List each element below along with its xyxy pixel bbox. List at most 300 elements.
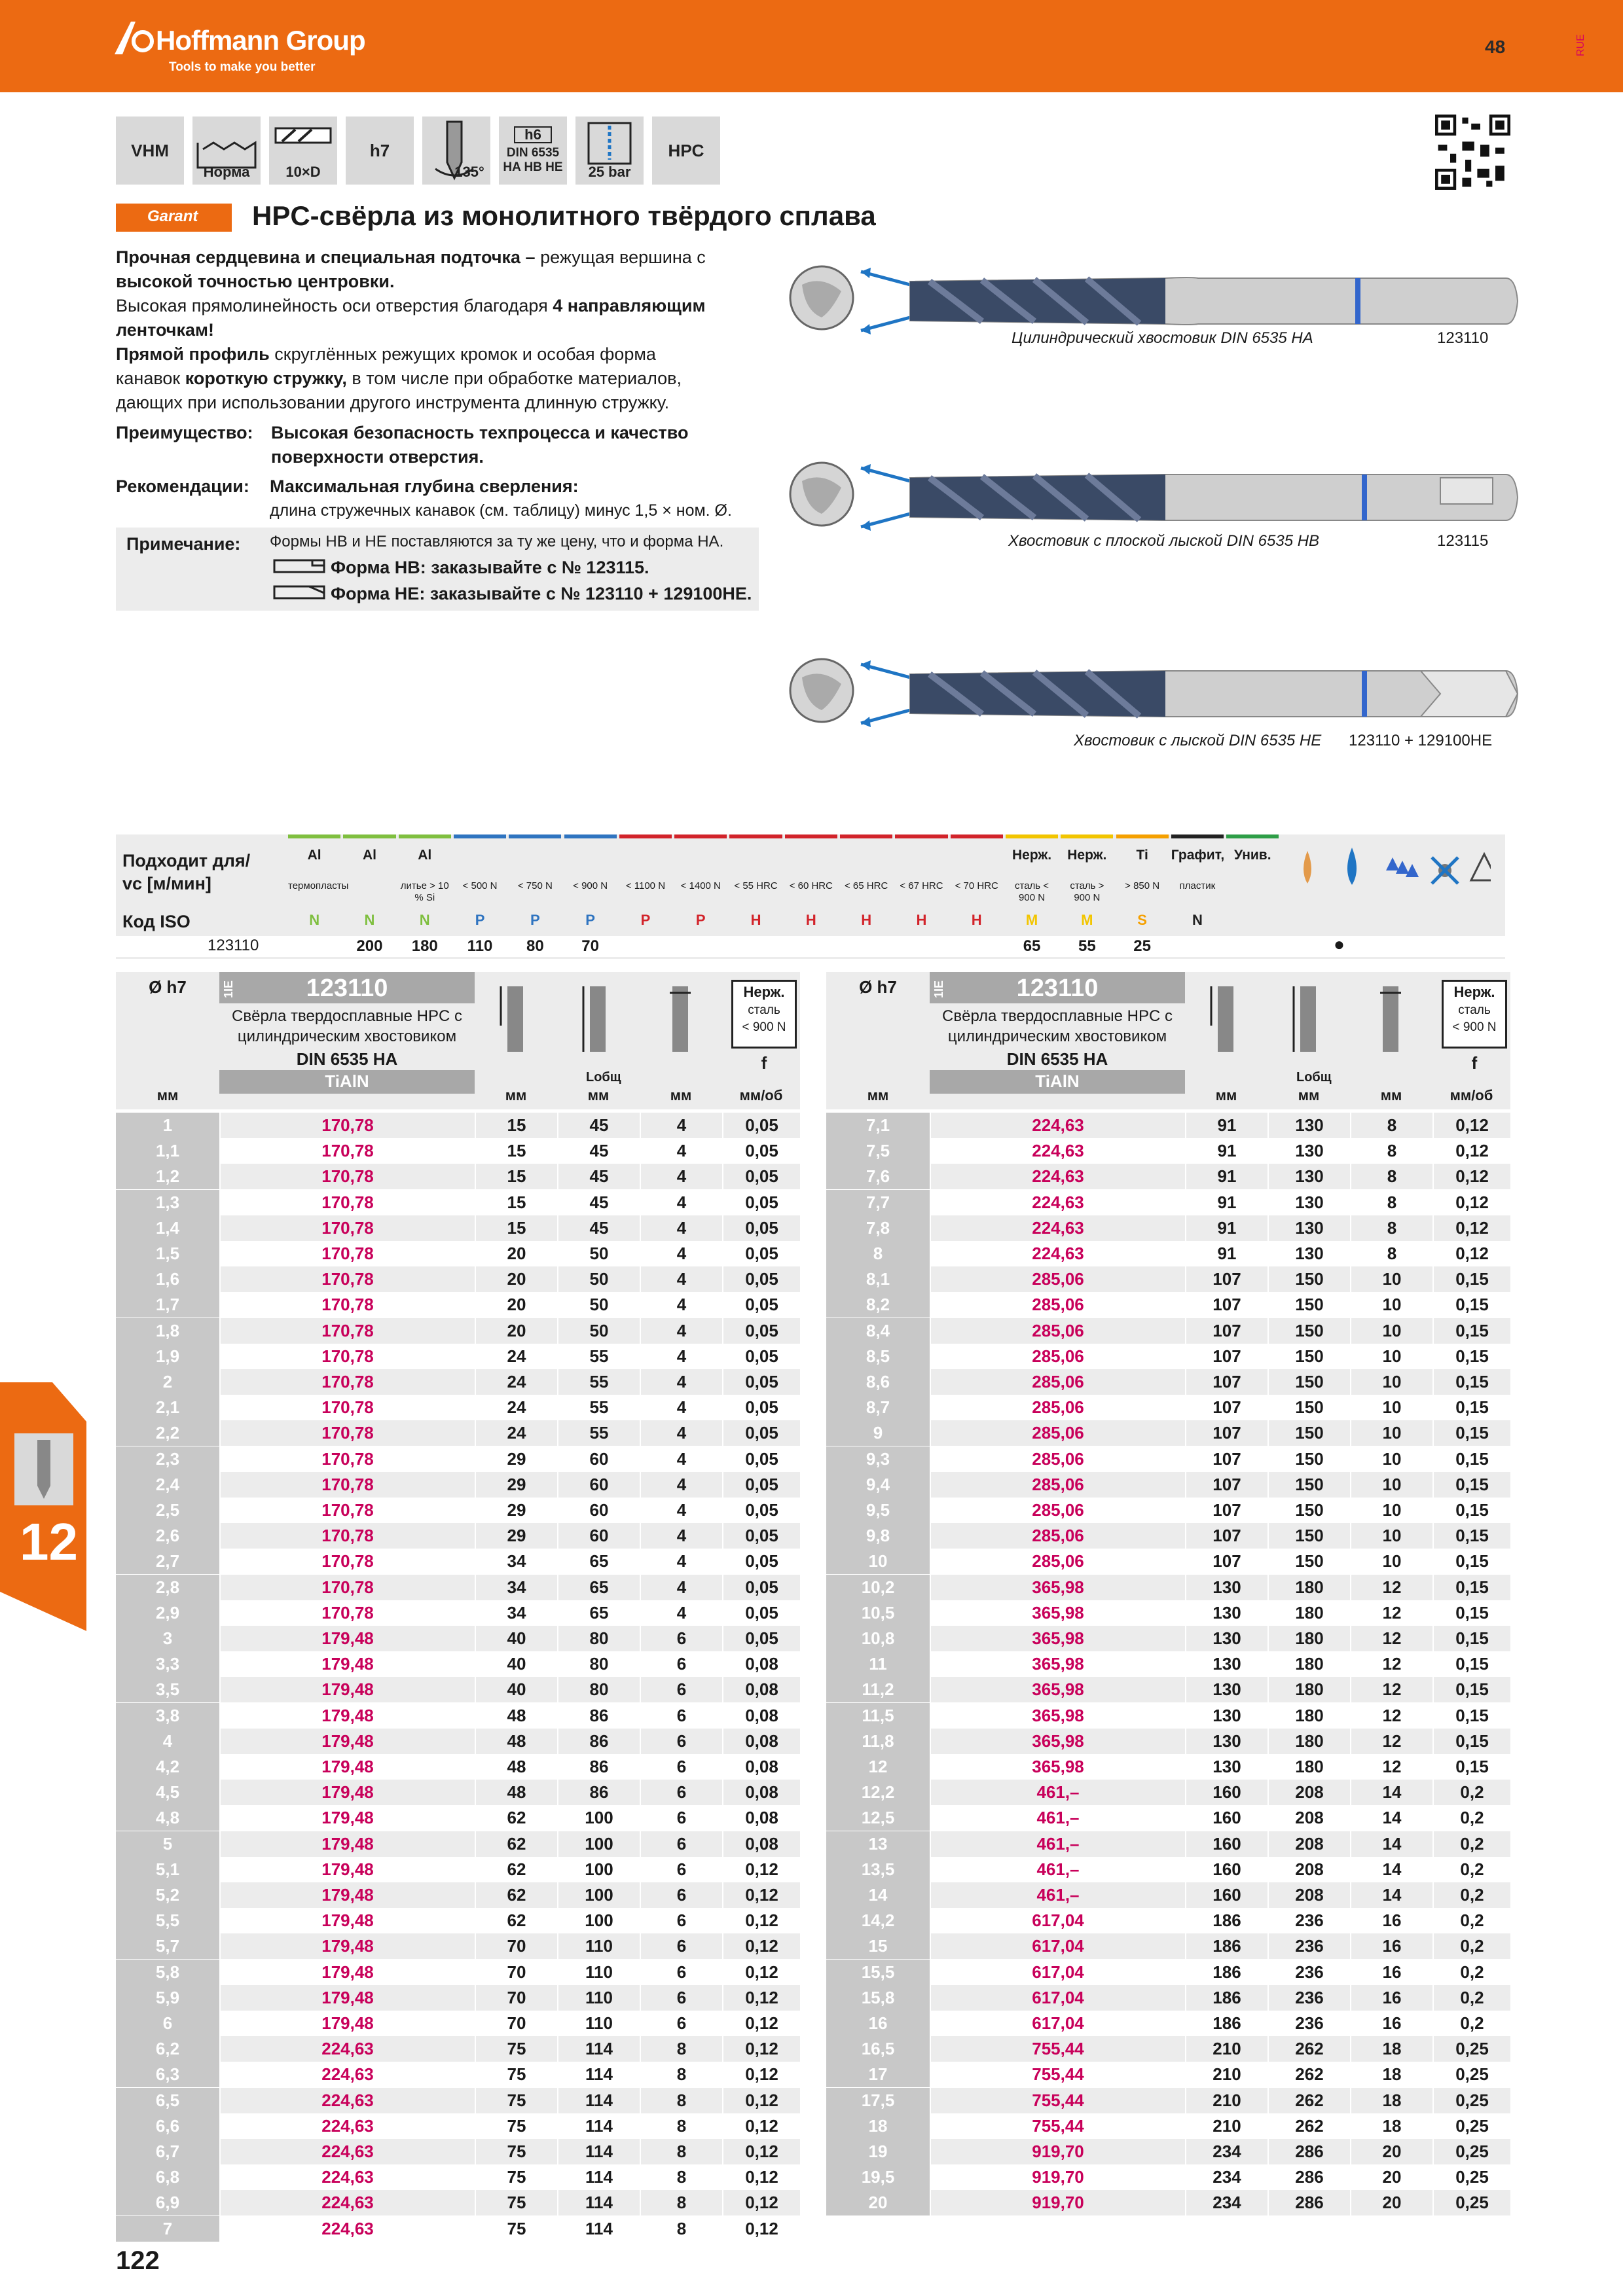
shank-diameter-cell: 4	[640, 1318, 722, 1344]
header-bar	[0, 0, 1623, 92]
table-row[interactable]	[826, 1318, 1510, 1344]
material-name: Ti	[1136, 848, 1148, 863]
section-tab[interactable]	[0, 1382, 86, 1631]
flute-length-cell: 62	[475, 1831, 557, 1857]
material-color-bar	[619, 834, 672, 838]
material-spec: < 500 N	[462, 880, 498, 891]
shank-diameter-cell: 10	[1350, 1266, 1432, 1292]
qr-code-icon[interactable]	[1435, 115, 1510, 190]
table-row[interactable]	[826, 2190, 1510, 2215]
material-spec: > 850 N	[1125, 880, 1160, 891]
table-row[interactable]	[116, 1266, 800, 1292]
feed-cell: 0,2	[1432, 1933, 1510, 1959]
point-angle-icon: 135°	[422, 117, 490, 185]
feed-cell: 0,05	[722, 1549, 800, 1574]
feed-cell: 0,12	[722, 1933, 800, 1959]
table-row[interactable]	[826, 1575, 1510, 1600]
shank-diameter-cell: 4	[640, 1369, 722, 1395]
price-cell: 365,98	[930, 1651, 1185, 1677]
iso-code: N	[1192, 912, 1203, 928]
total-length-cell: 150	[1267, 1472, 1350, 1498]
diameter-cell: 12	[826, 1754, 930, 1780]
price-cell: 224,63	[219, 2113, 475, 2139]
table-row[interactable]	[826, 2164, 1510, 2190]
flute-length-cell: 20	[475, 1241, 557, 1266]
flute-length-cell: 234	[1185, 2164, 1267, 2190]
flute-length-cell: 24	[475, 1344, 557, 1369]
price-cell: 224,63	[219, 2216, 475, 2242]
feed-cell: 0,05	[722, 1266, 800, 1292]
table-row[interactable]	[116, 1985, 800, 2011]
flute-length-cell: 34	[475, 1575, 557, 1600]
price-cell: 461,–	[930, 1882, 1185, 1908]
shank-diameter-cell: 10	[1350, 1472, 1432, 1498]
price-cell: 617,04	[930, 1985, 1185, 2011]
table-row[interactable]	[826, 1703, 1510, 1729]
feed-cell: 0,15	[1432, 1344, 1510, 1369]
diameter-cell: 3,3	[116, 1651, 219, 1677]
iso-code: P	[530, 912, 540, 928]
material-name: Нерж.	[1012, 848, 1052, 863]
table-row[interactable]	[116, 2216, 800, 2242]
table-row[interactable]	[116, 1523, 800, 1549]
feed-cell: 0,05	[722, 1575, 800, 1600]
shank-diameter-cell: 14	[1350, 1857, 1432, 1882]
table-row[interactable]	[826, 2139, 1510, 2164]
feed-cell: 0,12	[1432, 1138, 1510, 1164]
table-row[interactable]	[116, 1754, 800, 1780]
flute-length-cell: 75	[475, 2062, 557, 2087]
shank-diameter-cell: 8	[1350, 1138, 1432, 1164]
table-row[interactable]	[116, 1498, 800, 1523]
table-row[interactable]	[116, 1241, 800, 1266]
shank-diameter-cell: 18	[1350, 2036, 1432, 2062]
table-row[interactable]	[826, 1805, 1510, 1831]
table-row[interactable]	[826, 1498, 1510, 1523]
material-color-bar	[343, 834, 395, 838]
feed-cell: 0,12	[722, 2139, 800, 2164]
flute-length-cell: 107	[1185, 1344, 1267, 1369]
shank-diameter-cell: 4	[640, 1600, 722, 1626]
product-description: Прочная сердцевина и специальная подточка – режущая вершина с высокой точностью центровки. Высокая прямолинейность оси отверстия благодаря 4 направляющим ленточкам! Прямой профиль скруглённых режущих кромок и особая форма канавок короткую стружку, в том числе при обработке материалов, дающих при использовании другого инструмента длинную стружку.	[116, 247, 706, 412]
price-cell: 179,48	[219, 1933, 475, 1959]
flute-length-cell: 130	[1185, 1677, 1267, 1702]
price-cell: 170,78	[219, 1498, 475, 1523]
shank-diameter-cell: 4	[640, 1164, 722, 1189]
shank-diameter-cell: 6	[640, 1831, 722, 1857]
shank-diameter-cell: 4	[640, 1498, 722, 1523]
table-row[interactable]	[826, 2011, 1510, 2036]
unit-diameter: мм	[156, 1087, 179, 1103]
table-row[interactable]	[116, 2088, 800, 2113]
feed-cell: 0,15	[1432, 1677, 1510, 1702]
table-row[interactable]	[116, 1831, 800, 1857]
table-row[interactable]	[826, 1651, 1510, 1677]
diameter-cell: 10,2	[826, 1575, 930, 1600]
table-row[interactable]	[826, 1292, 1510, 1318]
flute-length-cell: 62	[475, 1857, 557, 1882]
material-color-bar	[1061, 834, 1113, 838]
material-name: Al	[362, 848, 376, 863]
flute-length-icon	[1206, 980, 1245, 1058]
diameter-cell: 1,5	[116, 1241, 219, 1266]
feed-cell: 0,25	[1432, 2113, 1510, 2139]
flute-length-cell: 75	[475, 2036, 557, 2062]
flute-length-cell: 20	[475, 1266, 557, 1292]
feed-cell: 0,12	[722, 2113, 800, 2139]
table-row[interactable]	[826, 2062, 1510, 2087]
shank-diameter-cell: 18	[1350, 2088, 1432, 2113]
material-color-bar	[509, 834, 561, 838]
total-length-cell: 55	[557, 1395, 640, 1420]
shank-diameter-cell: 14	[1350, 1780, 1432, 1805]
table-row[interactable]	[116, 1882, 800, 1908]
feed-cell: 0,12	[722, 2036, 800, 2062]
table-row[interactable]	[116, 1138, 800, 1164]
total-length-cell: 110	[557, 2011, 640, 2036]
diameter-cell: 17,5	[826, 2088, 930, 2113]
steel-label-1: Нерж.	[743, 984, 785, 1000]
shank-diameter-cell: 12	[1350, 1651, 1432, 1677]
shank-diameter-cell: 12	[1350, 1677, 1432, 1702]
table-row[interactable]	[826, 1190, 1510, 1215]
table-row[interactable]	[116, 1677, 800, 1702]
diameter-cell: 2,8	[116, 1575, 219, 1600]
shank-diameter-cell: 8	[1350, 1215, 1432, 1241]
price-cell: 755,44	[930, 2113, 1185, 2139]
diameter-cell: 6,5	[116, 2088, 219, 2113]
feed-cell: 0,15	[1432, 1472, 1510, 1498]
shank-diameter-cell: 8	[1350, 1241, 1432, 1266]
cutting-speed: 200	[356, 937, 383, 955]
shank-diameter-cell: 12	[1350, 1729, 1432, 1754]
table-row[interactable]	[826, 1395, 1510, 1420]
material-name: Графит,	[1171, 848, 1225, 863]
diameter-cell: 12,2	[826, 1780, 930, 1805]
feed-cell: 0,05	[722, 1446, 800, 1472]
table-row[interactable]	[116, 2113, 800, 2139]
diameter-cell: 10,8	[826, 1626, 930, 1651]
price-cell: 365,98	[930, 1703, 1185, 1729]
table-row[interactable]	[116, 1703, 800, 1729]
total-length-cell: 110	[557, 1933, 640, 1959]
feed-cell: 0,08	[722, 1677, 800, 1702]
diameter-cell: 7,6	[826, 1164, 930, 1189]
diameter-cell: 9,3	[826, 1446, 930, 1472]
table-row[interactable]	[826, 1369, 1510, 1395]
total-length-cell: 150	[1267, 1446, 1350, 1472]
table-row[interactable]	[826, 1420, 1510, 1446]
table-row[interactable]	[116, 1600, 800, 1626]
table-row[interactable]	[826, 1472, 1510, 1498]
diameter-cell: 6,7	[116, 2139, 219, 2164]
unit-flute: мм	[1215, 1087, 1237, 1103]
price-cell: 179,48	[219, 1729, 475, 1754]
diameter-header: Ø h7	[149, 977, 187, 997]
material-color-bar	[895, 834, 947, 838]
feed-cell: 0,05	[722, 1420, 800, 1446]
diameter-cell: 6,3	[116, 2062, 219, 2087]
price-cell: 224,63	[219, 2190, 475, 2215]
price-cell: 224,63	[930, 1215, 1185, 1241]
feed-cell: 0,05	[722, 1600, 800, 1626]
flute-length-cell: 70	[475, 1933, 557, 1959]
table-row[interactable]	[826, 1780, 1510, 1805]
shank-diameter-cell: 10	[1350, 1549, 1432, 1574]
table-row[interactable]	[826, 1446, 1510, 1472]
vhm-icon: VHM	[116, 117, 184, 185]
flute-length-cell: 75	[475, 2113, 557, 2139]
material-label-2: vc [м/мин]	[122, 874, 211, 893]
material-name: Al	[418, 848, 432, 863]
material-color-bar	[785, 834, 837, 838]
total-length-cell: 60	[557, 1446, 640, 1472]
total-length-cell: 208	[1267, 1857, 1350, 1882]
price-cell: 179,48	[219, 1626, 475, 1651]
price-cell: 170,78	[219, 1472, 475, 1498]
table-row[interactable]	[116, 1420, 800, 1446]
table-row[interactable]	[826, 1344, 1510, 1369]
shank-diameter-cell: 10	[1350, 1318, 1432, 1344]
table-row[interactable]	[116, 2011, 800, 2036]
table-row[interactable]	[116, 1575, 800, 1600]
material-color-bar	[840, 834, 892, 838]
feed-cell: 0,15	[1432, 1446, 1510, 1472]
flute-length-cell: 186	[1185, 2011, 1267, 2036]
table-row[interactable]	[826, 1754, 1510, 1780]
feed-cell: 0,25	[1432, 2088, 1510, 2113]
total-length-cell: 100	[557, 1857, 640, 1882]
diameter-header: Ø h7	[859, 977, 897, 997]
diameter-cell: 4	[116, 1729, 219, 1754]
price-cell: 365,98	[930, 1677, 1185, 1702]
price-cell: 224,63	[219, 2139, 475, 2164]
feed-cell: 0,08	[722, 1780, 800, 1805]
price-cell: 170,78	[219, 1266, 475, 1292]
table-row[interactable]	[826, 1882, 1510, 1908]
total-length-cell: 262	[1267, 2036, 1350, 2062]
flute-length-cell: 75	[475, 2139, 557, 2164]
material-spec: < 1100 N	[625, 880, 666, 891]
drill-hb-caption: Хвостовик с плоской лыской DIN 6535 HB	[1008, 532, 1320, 550]
material-row-label: 123110	[208, 937, 259, 954]
table-row[interactable]	[826, 1908, 1510, 1933]
table-row[interactable]	[116, 1549, 800, 1574]
price-cell: 285,06	[930, 1344, 1185, 1369]
total-length-cell: 110	[557, 1985, 640, 2011]
total-length-cell: 114	[557, 2088, 640, 2113]
region-code: RUE	[1575, 34, 1586, 56]
table-row[interactable]	[826, 1626, 1510, 1651]
table-row[interactable]	[116, 1805, 800, 1831]
feed-cell: 0,2	[1432, 1960, 1510, 1985]
table-row[interactable]	[116, 1446, 800, 1472]
shank-diameter-cell: 6	[640, 2011, 722, 2036]
flute-length-cell: 210	[1185, 2062, 1267, 2087]
material-spec: < 750 N	[517, 880, 553, 891]
table-row[interactable]	[116, 1780, 800, 1805]
price-cell: 617,04	[930, 2011, 1185, 2036]
description-line-3: DIN 6535 HA	[296, 1049, 398, 1069]
total-length-cell: 86	[557, 1754, 640, 1780]
price-cell: 179,48	[219, 1882, 475, 1908]
material-spec: < 65 HRC	[845, 880, 888, 891]
total-length-cell: 114	[557, 2164, 640, 2190]
flute-length-cell: 186	[1185, 1908, 1267, 1933]
table-row[interactable]	[116, 2190, 800, 2215]
hoffmann-logo-icon	[115, 22, 154, 54]
table-row[interactable]	[826, 1729, 1510, 1754]
description-line-2: цилиндрическим хвостовиком	[237, 1028, 457, 1045]
table-row[interactable]	[826, 1600, 1510, 1626]
feed-cell: 0,05	[722, 1369, 800, 1395]
table-row[interactable]	[116, 1395, 800, 1420]
table-row[interactable]	[826, 1523, 1510, 1549]
table-row[interactable]	[116, 2062, 800, 2087]
total-length-cell: 45	[557, 1164, 640, 1189]
table-row[interactable]	[116, 2164, 800, 2190]
table-row[interactable]	[116, 1960, 800, 1985]
diameter-cell: 2,9	[116, 1600, 219, 1626]
shank-diameter-cell: 4	[640, 1215, 722, 1241]
table-row[interactable]	[826, 2088, 1510, 2113]
steel-label-2: сталь	[748, 1003, 780, 1017]
feed-cell: 0,12	[1432, 1215, 1510, 1241]
unit-total: мм	[1298, 1087, 1320, 1103]
diameter-cell: 10	[826, 1549, 930, 1574]
flute-length-cell: 91	[1185, 1190, 1267, 1215]
table-row[interactable]	[116, 1857, 800, 1882]
feed-cell: 0,08	[722, 1831, 800, 1857]
total-length-cell: 150	[1267, 1420, 1350, 1446]
shank-diameter-cell: 6	[640, 1780, 722, 1805]
flute-length-cell: 91	[1185, 1164, 1267, 1189]
diameter-cell: 7,5	[826, 1138, 930, 1164]
table-row[interactable]	[116, 1190, 800, 1215]
total-length-cell: 100	[557, 1882, 640, 1908]
flute-length-cell: 24	[475, 1395, 557, 1420]
table-row[interactable]	[116, 1344, 800, 1369]
total-length-cell: 150	[1267, 1369, 1350, 1395]
total-length-cell: 65	[557, 1549, 640, 1574]
shank-diameter-cell: 8	[640, 2139, 722, 2164]
table-row[interactable]	[116, 1369, 800, 1395]
table-row[interactable]	[826, 1677, 1510, 1702]
unit-shank: мм	[1380, 1087, 1402, 1103]
brand-tagline: Tools to make you better	[169, 60, 316, 74]
table-row[interactable]	[826, 1933, 1510, 1959]
diameter-cell: 15,8	[826, 1985, 930, 2011]
feed-cell: 0,05	[722, 1472, 800, 1498]
table-row[interactable]	[116, 2036, 800, 2062]
table-row[interactable]	[826, 1138, 1510, 1164]
price-cell: 170,78	[219, 1344, 475, 1369]
table-row[interactable]	[116, 1729, 800, 1754]
table-row[interactable]	[116, 1626, 800, 1651]
flute-length-cell: 20	[475, 1318, 557, 1344]
feed-cell: 0,2	[1432, 1857, 1510, 1882]
price-cell: 170,78	[219, 1395, 475, 1420]
table-row[interactable]	[116, 1651, 800, 1677]
diameter-cell: 3,5	[116, 1677, 219, 1702]
material-spec: < 55 HRC	[734, 880, 778, 891]
flute-length-cell: 186	[1185, 1960, 1267, 1985]
total-length-cell: 286	[1267, 2190, 1350, 2215]
material-spec: < 60 HRC	[789, 880, 833, 891]
table-row[interactable]	[826, 1113, 1510, 1138]
iso-code: H	[805, 912, 816, 928]
table-row[interactable]	[116, 2139, 800, 2164]
garant-brand-badge: Garant	[116, 204, 232, 232]
diameter-cell: 6,9	[116, 2190, 219, 2215]
feed-cell: 0,15	[1432, 1266, 1510, 1292]
steel-label-3: < 900 N	[1452, 1020, 1497, 1034]
table-row[interactable]	[826, 1215, 1510, 1241]
table-row[interactable]	[826, 1241, 1510, 1266]
shank-diameter-cell: 6	[640, 1703, 722, 1729]
shank-diameter-cell: 8	[1350, 1164, 1432, 1189]
diameter-cell: 8,6	[826, 1369, 930, 1395]
flute-length-cell: 160	[1185, 1882, 1267, 1908]
feed-cell: 0,2	[1432, 2011, 1510, 2036]
description-line-3: DIN 6535 HA	[1006, 1049, 1108, 1069]
price-cell: 170,78	[219, 1190, 475, 1215]
table-row[interactable]	[826, 1549, 1510, 1574]
table-row[interactable]	[826, 1985, 1510, 2011]
price-cell: 365,98	[930, 1626, 1185, 1651]
coating-label: TiAlN	[1035, 1071, 1080, 1091]
total-length-cell: 180	[1267, 1729, 1350, 1754]
diameter-cell: 18	[826, 2113, 930, 2139]
table-row[interactable]	[826, 1266, 1510, 1292]
table-row[interactable]	[116, 1292, 800, 1318]
price-cell: 224,63	[219, 2164, 475, 2190]
table-row[interactable]	[116, 1933, 800, 1959]
shank-diameter-cell: 12	[1350, 1703, 1432, 1729]
feed-cell: 0,15	[1432, 1754, 1510, 1780]
drill-ha-caption: Цилиндрический хвостовик DIN 6535 HA	[1012, 329, 1313, 347]
table-row[interactable]	[826, 2113, 1510, 2139]
table-row[interactable]	[116, 1318, 800, 1344]
feed-cell: 0,15	[1432, 1703, 1510, 1729]
feed-cell: 0,15	[1432, 1626, 1510, 1651]
feed-cell: 0,25	[1432, 2164, 1510, 2190]
unit-feed: мм/об	[1450, 1087, 1493, 1103]
table-row[interactable]	[826, 1164, 1510, 1189]
unit-shank: мм	[670, 1087, 692, 1103]
flute-length-cell: 210	[1185, 2036, 1267, 2062]
feed-label: f	[761, 1053, 767, 1073]
total-length-cell: 80	[557, 1626, 640, 1651]
table-row[interactable]	[116, 1113, 800, 1138]
total-length-cell: 45	[557, 1215, 640, 1241]
table-row[interactable]	[826, 1960, 1510, 1985]
table-row[interactable]	[116, 1164, 800, 1189]
table-row[interactable]	[116, 1472, 800, 1498]
feed-cell: 0,12	[722, 1908, 800, 1933]
table-row[interactable]	[826, 1831, 1510, 1857]
feed-cell: 0,2	[1432, 1908, 1510, 1933]
table-row[interactable]	[116, 1908, 800, 1933]
table-row[interactable]	[116, 1215, 800, 1241]
price-cell: 285,06	[930, 1266, 1185, 1292]
table-row[interactable]	[826, 1857, 1510, 1882]
diameter-cell: 15	[826, 1933, 930, 1959]
tolerance-icon: h7	[346, 117, 414, 185]
shank-diameter-cell: 12	[1350, 1626, 1432, 1651]
shank-diameter-cell: 8	[640, 2216, 722, 2242]
table-row[interactable]	[826, 2036, 1510, 2062]
